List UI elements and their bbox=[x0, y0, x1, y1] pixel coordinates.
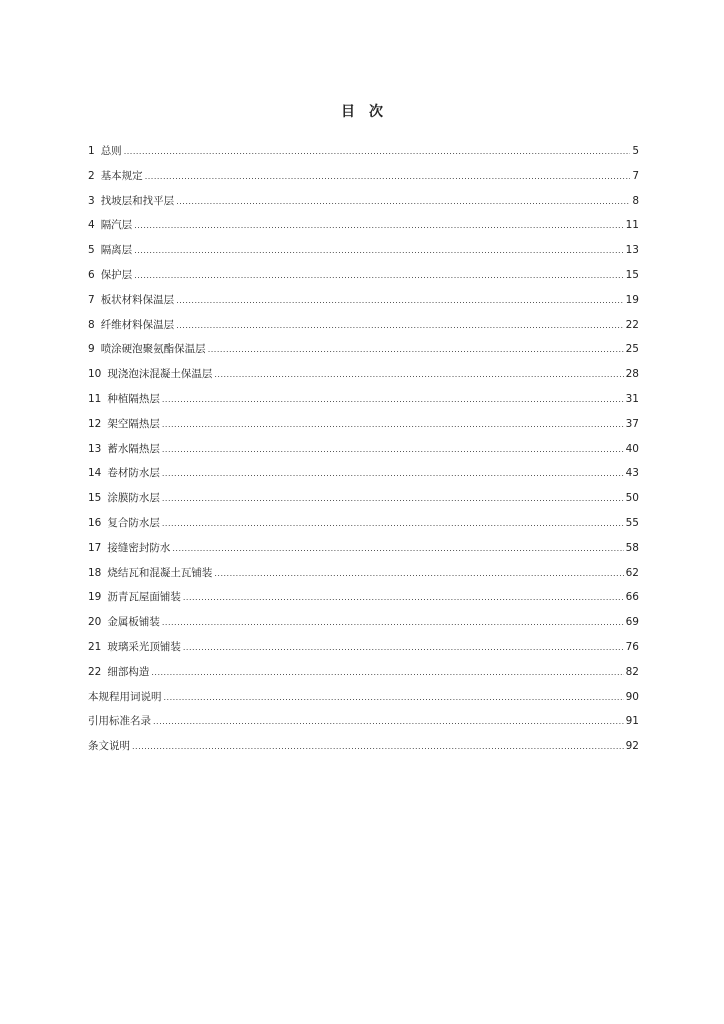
table-of-contents bbox=[88, 143, 639, 763]
page-title: 目 次 bbox=[341, 104, 383, 120]
toc-entry[interactable] bbox=[88, 465, 639, 490]
toc-entry[interactable] bbox=[88, 217, 639, 242]
toc-entry-number: 9 bbox=[88, 343, 95, 356]
toc-entry-label: 细部构造 bbox=[107, 665, 150, 678]
toc-leader-dots bbox=[162, 467, 624, 479]
toc-entry-page-number: 37 bbox=[625, 417, 639, 430]
toc-entry-number: 16 bbox=[88, 516, 102, 529]
toc-entry[interactable] bbox=[88, 168, 639, 193]
toc-entry-number: 3 bbox=[88, 194, 95, 207]
toc-leader-dots bbox=[162, 418, 624, 430]
toc-entry-label: 蓄水隔热层 bbox=[107, 442, 160, 455]
toc-entry-label: 引用标准名录 bbox=[88, 715, 151, 728]
toc-leader-dots bbox=[124, 145, 631, 157]
toc-leader-dots bbox=[214, 567, 623, 579]
toc-leader-dots bbox=[176, 319, 623, 331]
toc-entry-page-number: 15 bbox=[625, 268, 639, 281]
toc-entry[interactable] bbox=[88, 589, 639, 614]
toc-entry-page-number: 66 bbox=[625, 591, 639, 604]
toc-entry-page-number: 43 bbox=[625, 467, 639, 480]
toc-entry-number: 18 bbox=[88, 566, 102, 579]
toc-entry[interactable] bbox=[88, 565, 639, 590]
toc-entry[interactable] bbox=[88, 664, 639, 689]
toc-entry-number: 15 bbox=[88, 492, 102, 505]
toc-entry-number: 2 bbox=[88, 169, 95, 182]
toc-entry[interactable] bbox=[88, 689, 639, 714]
toc-entry-label: 隔离层 bbox=[100, 244, 133, 257]
toc-entry[interactable] bbox=[88, 713, 639, 738]
toc-entry[interactable] bbox=[88, 193, 639, 218]
toc-entry[interactable] bbox=[88, 317, 639, 342]
toc-entry-page-number: 11 bbox=[625, 219, 639, 232]
toc-entry[interactable] bbox=[88, 242, 639, 267]
toc-leader-dots bbox=[134, 269, 623, 281]
toc-entry-label: 金属板铺装 bbox=[107, 616, 160, 629]
toc-entry-label: 涂膜防水层 bbox=[107, 492, 160, 505]
toc-leader-dots bbox=[162, 443, 624, 455]
toc-entry[interactable] bbox=[88, 391, 639, 416]
toc-leader-dots bbox=[132, 740, 624, 752]
toc-entry[interactable] bbox=[88, 490, 639, 515]
toc-entry-label: 保护层 bbox=[100, 268, 133, 281]
toc-entry-page-number: 22 bbox=[625, 318, 639, 331]
toc-entry-page-number: 31 bbox=[625, 392, 639, 405]
toc-entry[interactable] bbox=[88, 614, 639, 639]
toc-entry-label: 基本规定 bbox=[100, 169, 143, 182]
toc-entry-label: 找坡层和找平层 bbox=[100, 194, 175, 207]
toc-leader-dots bbox=[176, 294, 623, 306]
toc-entry-label: 总则 bbox=[100, 145, 122, 157]
toc-entry-page-number: 13 bbox=[625, 244, 639, 257]
toc-entry-label: 烧结瓦和混凝土瓦铺装 bbox=[107, 566, 213, 579]
toc-entry-page-number: 8 bbox=[632, 194, 639, 207]
toc-entry-number: 19 bbox=[88, 591, 102, 604]
toc-entry-page-number: 25 bbox=[625, 343, 639, 356]
toc-entry-number: 22 bbox=[88, 665, 102, 678]
toc-entry-page-number: 62 bbox=[625, 566, 639, 579]
toc-leader-dots bbox=[151, 666, 623, 678]
toc-entry-number: 11 bbox=[88, 392, 102, 405]
toc-entry[interactable] bbox=[88, 639, 639, 664]
toc-leader-dots bbox=[162, 492, 624, 504]
toc-entry-label: 复合防水层 bbox=[107, 516, 160, 529]
toc-entry-number: 5 bbox=[88, 244, 95, 257]
toc-entry[interactable] bbox=[88, 540, 639, 565]
toc-entry-page-number: 28 bbox=[625, 368, 639, 381]
toc-entry-number: 7 bbox=[88, 293, 95, 306]
toc-entry-number: 21 bbox=[88, 640, 102, 653]
toc-leader-dots bbox=[134, 219, 623, 231]
toc-entry-number: 1 bbox=[88, 145, 95, 157]
toc-entry-page-number: 90 bbox=[625, 690, 639, 703]
toc-leader-dots bbox=[214, 368, 623, 380]
toc-entry-page-number: 7 bbox=[632, 169, 639, 182]
toc-leader-dots bbox=[145, 170, 631, 182]
toc-entry-page-number: 58 bbox=[625, 541, 639, 554]
toc-leader-dots bbox=[164, 691, 624, 703]
toc-leader-dots bbox=[162, 393, 624, 405]
toc-entry-page-number: 19 bbox=[625, 293, 639, 306]
toc-leader-dots bbox=[153, 715, 624, 727]
toc-entry[interactable] bbox=[88, 515, 639, 540]
toc-entry-page-number: 82 bbox=[625, 665, 639, 678]
toc-entry-page-number: 76 bbox=[625, 640, 639, 653]
toc-entry-number: 13 bbox=[88, 442, 102, 455]
toc-entry-label: 条文说明 bbox=[88, 740, 130, 753]
toc-entry-page-number: 55 bbox=[625, 516, 639, 529]
toc-leader-dots bbox=[183, 591, 624, 603]
toc-entry-label: 隔汽层 bbox=[100, 219, 133, 232]
toc-leader-dots bbox=[176, 195, 630, 207]
toc-entry-label: 沥青瓦屋面铺装 bbox=[107, 591, 181, 604]
toc-entry[interactable] bbox=[88, 738, 639, 763]
toc-entry-number: 4 bbox=[88, 219, 95, 232]
toc-leader-dots bbox=[162, 517, 624, 529]
toc-entry[interactable] bbox=[88, 366, 639, 391]
toc-entry-label: 种植隔热层 bbox=[107, 392, 160, 405]
toc-entry-label: 接缝密封防水 bbox=[107, 541, 171, 554]
toc-entry-page-number: 91 bbox=[625, 715, 639, 728]
toc-entry-label: 纤维材料保温层 bbox=[100, 318, 175, 331]
toc-leader-dots bbox=[172, 542, 623, 554]
toc-leader-dots bbox=[162, 616, 624, 628]
toc-entry-number: 8 bbox=[88, 318, 95, 331]
toc-entry[interactable] bbox=[88, 292, 639, 317]
toc-entry[interactable] bbox=[88, 441, 639, 466]
toc-entry-label: 架空隔热层 bbox=[107, 417, 160, 430]
toc-leader-dots bbox=[134, 244, 623, 256]
toc-entry[interactable] bbox=[88, 143, 639, 168]
toc-entry-page-number: 40 bbox=[625, 442, 639, 455]
toc-entry[interactable] bbox=[88, 267, 639, 292]
toc-entry-number: 17 bbox=[88, 541, 102, 554]
toc-entry-number: 10 bbox=[88, 368, 102, 381]
toc-entry-label: 本规程用词说明 bbox=[88, 690, 162, 703]
toc-entry-number: 20 bbox=[88, 616, 102, 629]
toc-entry-number: 14 bbox=[88, 467, 102, 480]
toc-entry-number: 12 bbox=[88, 417, 102, 430]
toc-entry[interactable] bbox=[88, 416, 639, 441]
toc-entry-label: 玻璃采光顶铺装 bbox=[107, 640, 181, 653]
toc-entry-page-number: 92 bbox=[625, 740, 639, 753]
toc-leader-dots bbox=[208, 343, 624, 355]
toc-entry-number: 6 bbox=[88, 268, 95, 281]
toc-entry-page-number: 69 bbox=[625, 616, 639, 629]
toc-entry-label: 喷涂硬泡聚氨酯保温层 bbox=[100, 343, 206, 356]
toc-entry-page-number: 50 bbox=[625, 492, 639, 505]
toc-leader-dots bbox=[183, 641, 624, 653]
toc-entry-label: 卷材防水层 bbox=[107, 467, 160, 480]
toc-entry-label: 板状材料保温层 bbox=[100, 293, 175, 306]
toc-entry-page-number: 5 bbox=[632, 145, 639, 157]
toc-entry-label: 现浇泡沫混凝土保温层 bbox=[107, 368, 213, 381]
toc-entry[interactable] bbox=[88, 341, 639, 366]
